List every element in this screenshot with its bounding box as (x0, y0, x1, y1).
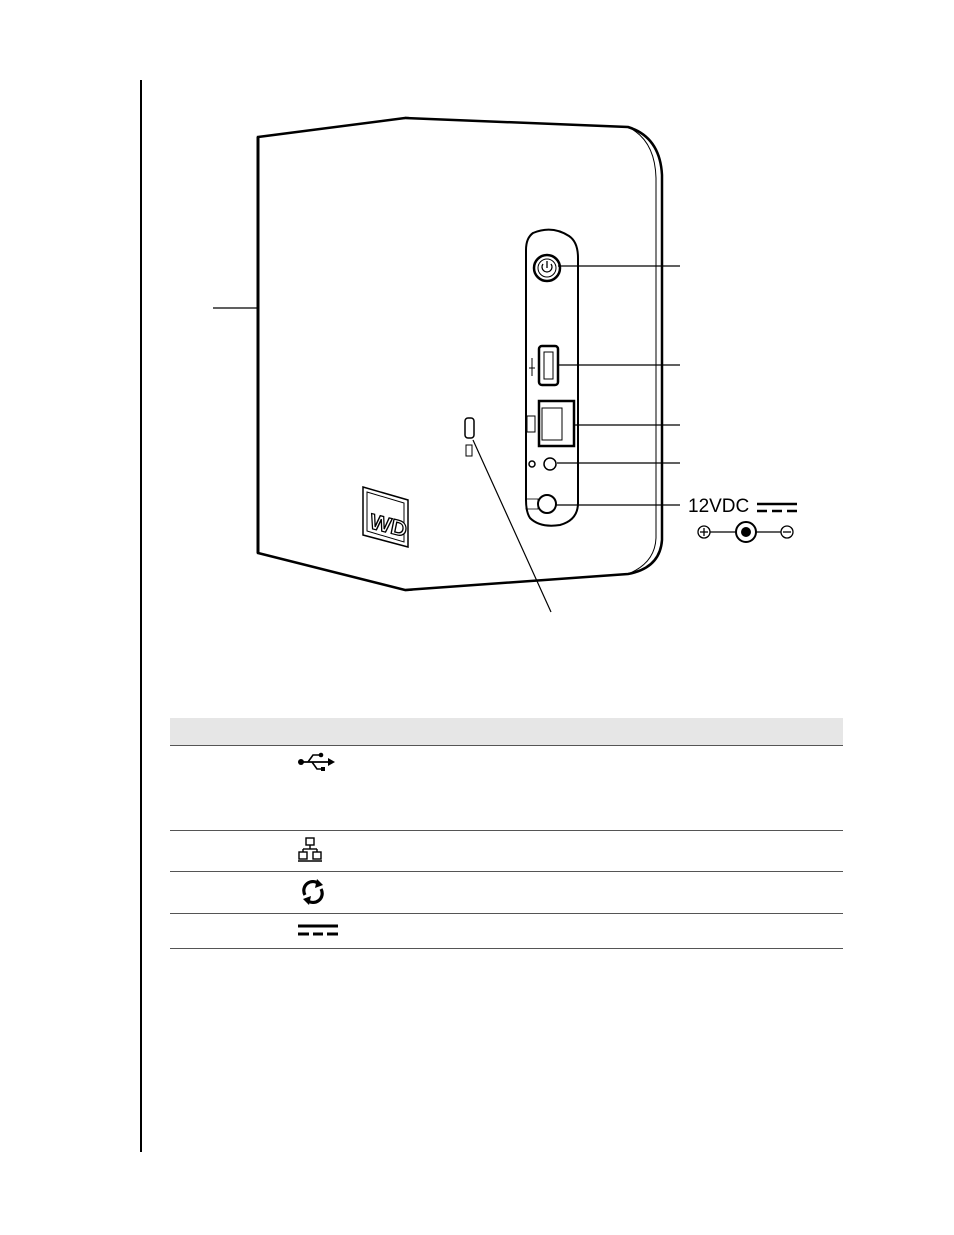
svg-text:WD: WD (370, 508, 407, 543)
usb-icon (298, 752, 336, 777)
polarity-diagram (698, 522, 793, 542)
table-row-dc-power (170, 914, 843, 949)
table-row-reset (170, 872, 843, 914)
ethernet-icon (298, 837, 322, 868)
dc-symbol (757, 504, 797, 511)
port-table (170, 718, 843, 949)
table-header (170, 718, 843, 746)
table-row-ethernet (170, 831, 843, 872)
table-row-usb (170, 746, 843, 831)
reset-icon (300, 878, 326, 911)
power-button (534, 255, 560, 281)
power-rating-label: 12VDC (688, 496, 750, 517)
dc-power-icon (298, 924, 338, 943)
